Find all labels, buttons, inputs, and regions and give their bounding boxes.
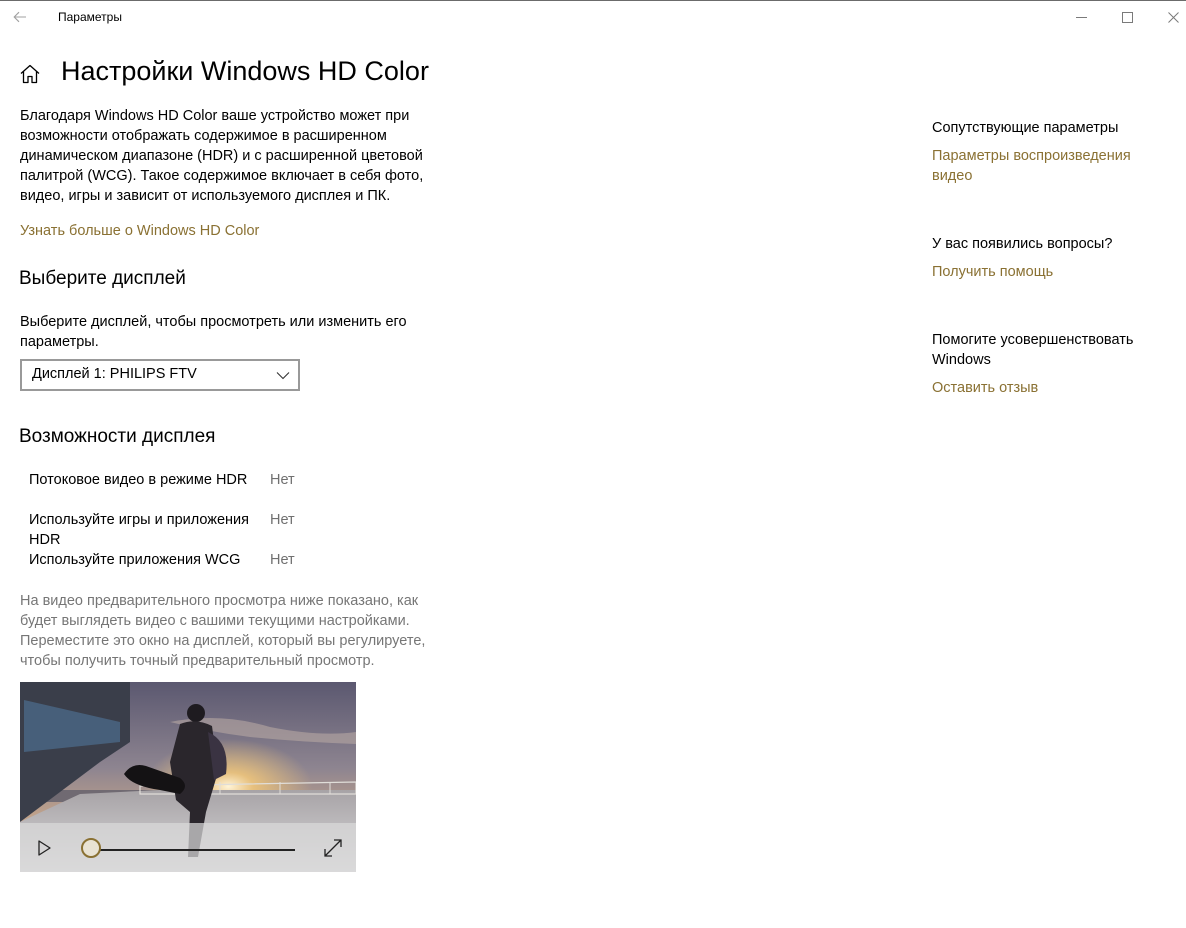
related-settings-heading: Сопутствующие параметры [932,120,1119,136]
minimize-button[interactable] [1058,4,1104,30]
fullscreen-icon[interactable] [322,837,344,859]
back-arrow-icon [13,11,27,23]
get-help-link[interactable]: Получить помощь [932,264,1054,280]
maximize-icon [1122,12,1133,23]
play-icon[interactable] [34,837,54,859]
close-icon [1168,12,1179,23]
maximize-button[interactable] [1104,4,1150,30]
preview-description: На видео предварительного просмотра ниже показано, как будет выглядеть видео с вашими текущими настройками. Переместите это окно на дисплей, который вы регулируете, чтобы получить точный предварительный просмотр. [20,593,426,669]
video-playback-settings-link[interactable]: Параметры воспроизведения видео [932,148,1131,184]
back-button[interactable] [6,4,34,30]
close-button[interactable] [1150,4,1186,30]
questions-heading: У вас появились вопросы? [932,236,1113,252]
capabilities-heading: Возможности дисплея [19,426,216,447]
title-bar [0,0,1186,34]
intro-text: Благодаря Windows HD Color ваше устройство может при возможности отображать содержимое в расширенном динамическом диапазоне (HDR) и с расширенной цветовой палитрой (WCG). Такое содержимое включает в себя фото, видео, игры и зависит от используемого дисплея и ПК. [20,108,424,204]
display-dropdown-value: Дисплей 1: PHILIPS FTV [32,366,197,382]
page-title: Настройки Windows HD Color [61,56,429,86]
select-display-description: Выберите дисплей, чтобы просмотреть или изменить его параметры. [20,314,407,350]
capability-value: Нет [270,512,295,528]
app-title: Параметры [58,10,122,24]
seek-thumb[interactable] [81,838,101,858]
capability-label: Используйте приложения WCG [29,552,241,568]
capability-label: Потоковое видео в режиме HDR [29,472,248,488]
feedback-link[interactable]: Оставить отзыв [932,380,1039,396]
learn-more-link[interactable]: Узнать больше о Windows HD Color [20,223,260,239]
improve-windows-heading: Помогите усовершенствовать Windows [932,332,1134,368]
home-icon[interactable] [18,62,42,86]
capability-value: Нет [270,472,295,488]
capability-value: Нет [270,552,295,568]
display-dropdown[interactable] [20,359,300,391]
preview-video[interactable] [20,682,356,872]
minimize-icon [1076,12,1087,23]
video-controls [20,823,356,872]
chevron-down-icon [276,369,290,381]
select-display-heading: Выберите дисплей [19,268,186,289]
seek-bar[interactable] [92,849,295,851]
capability-label: Используйте игры и приложения HDR [29,512,249,548]
